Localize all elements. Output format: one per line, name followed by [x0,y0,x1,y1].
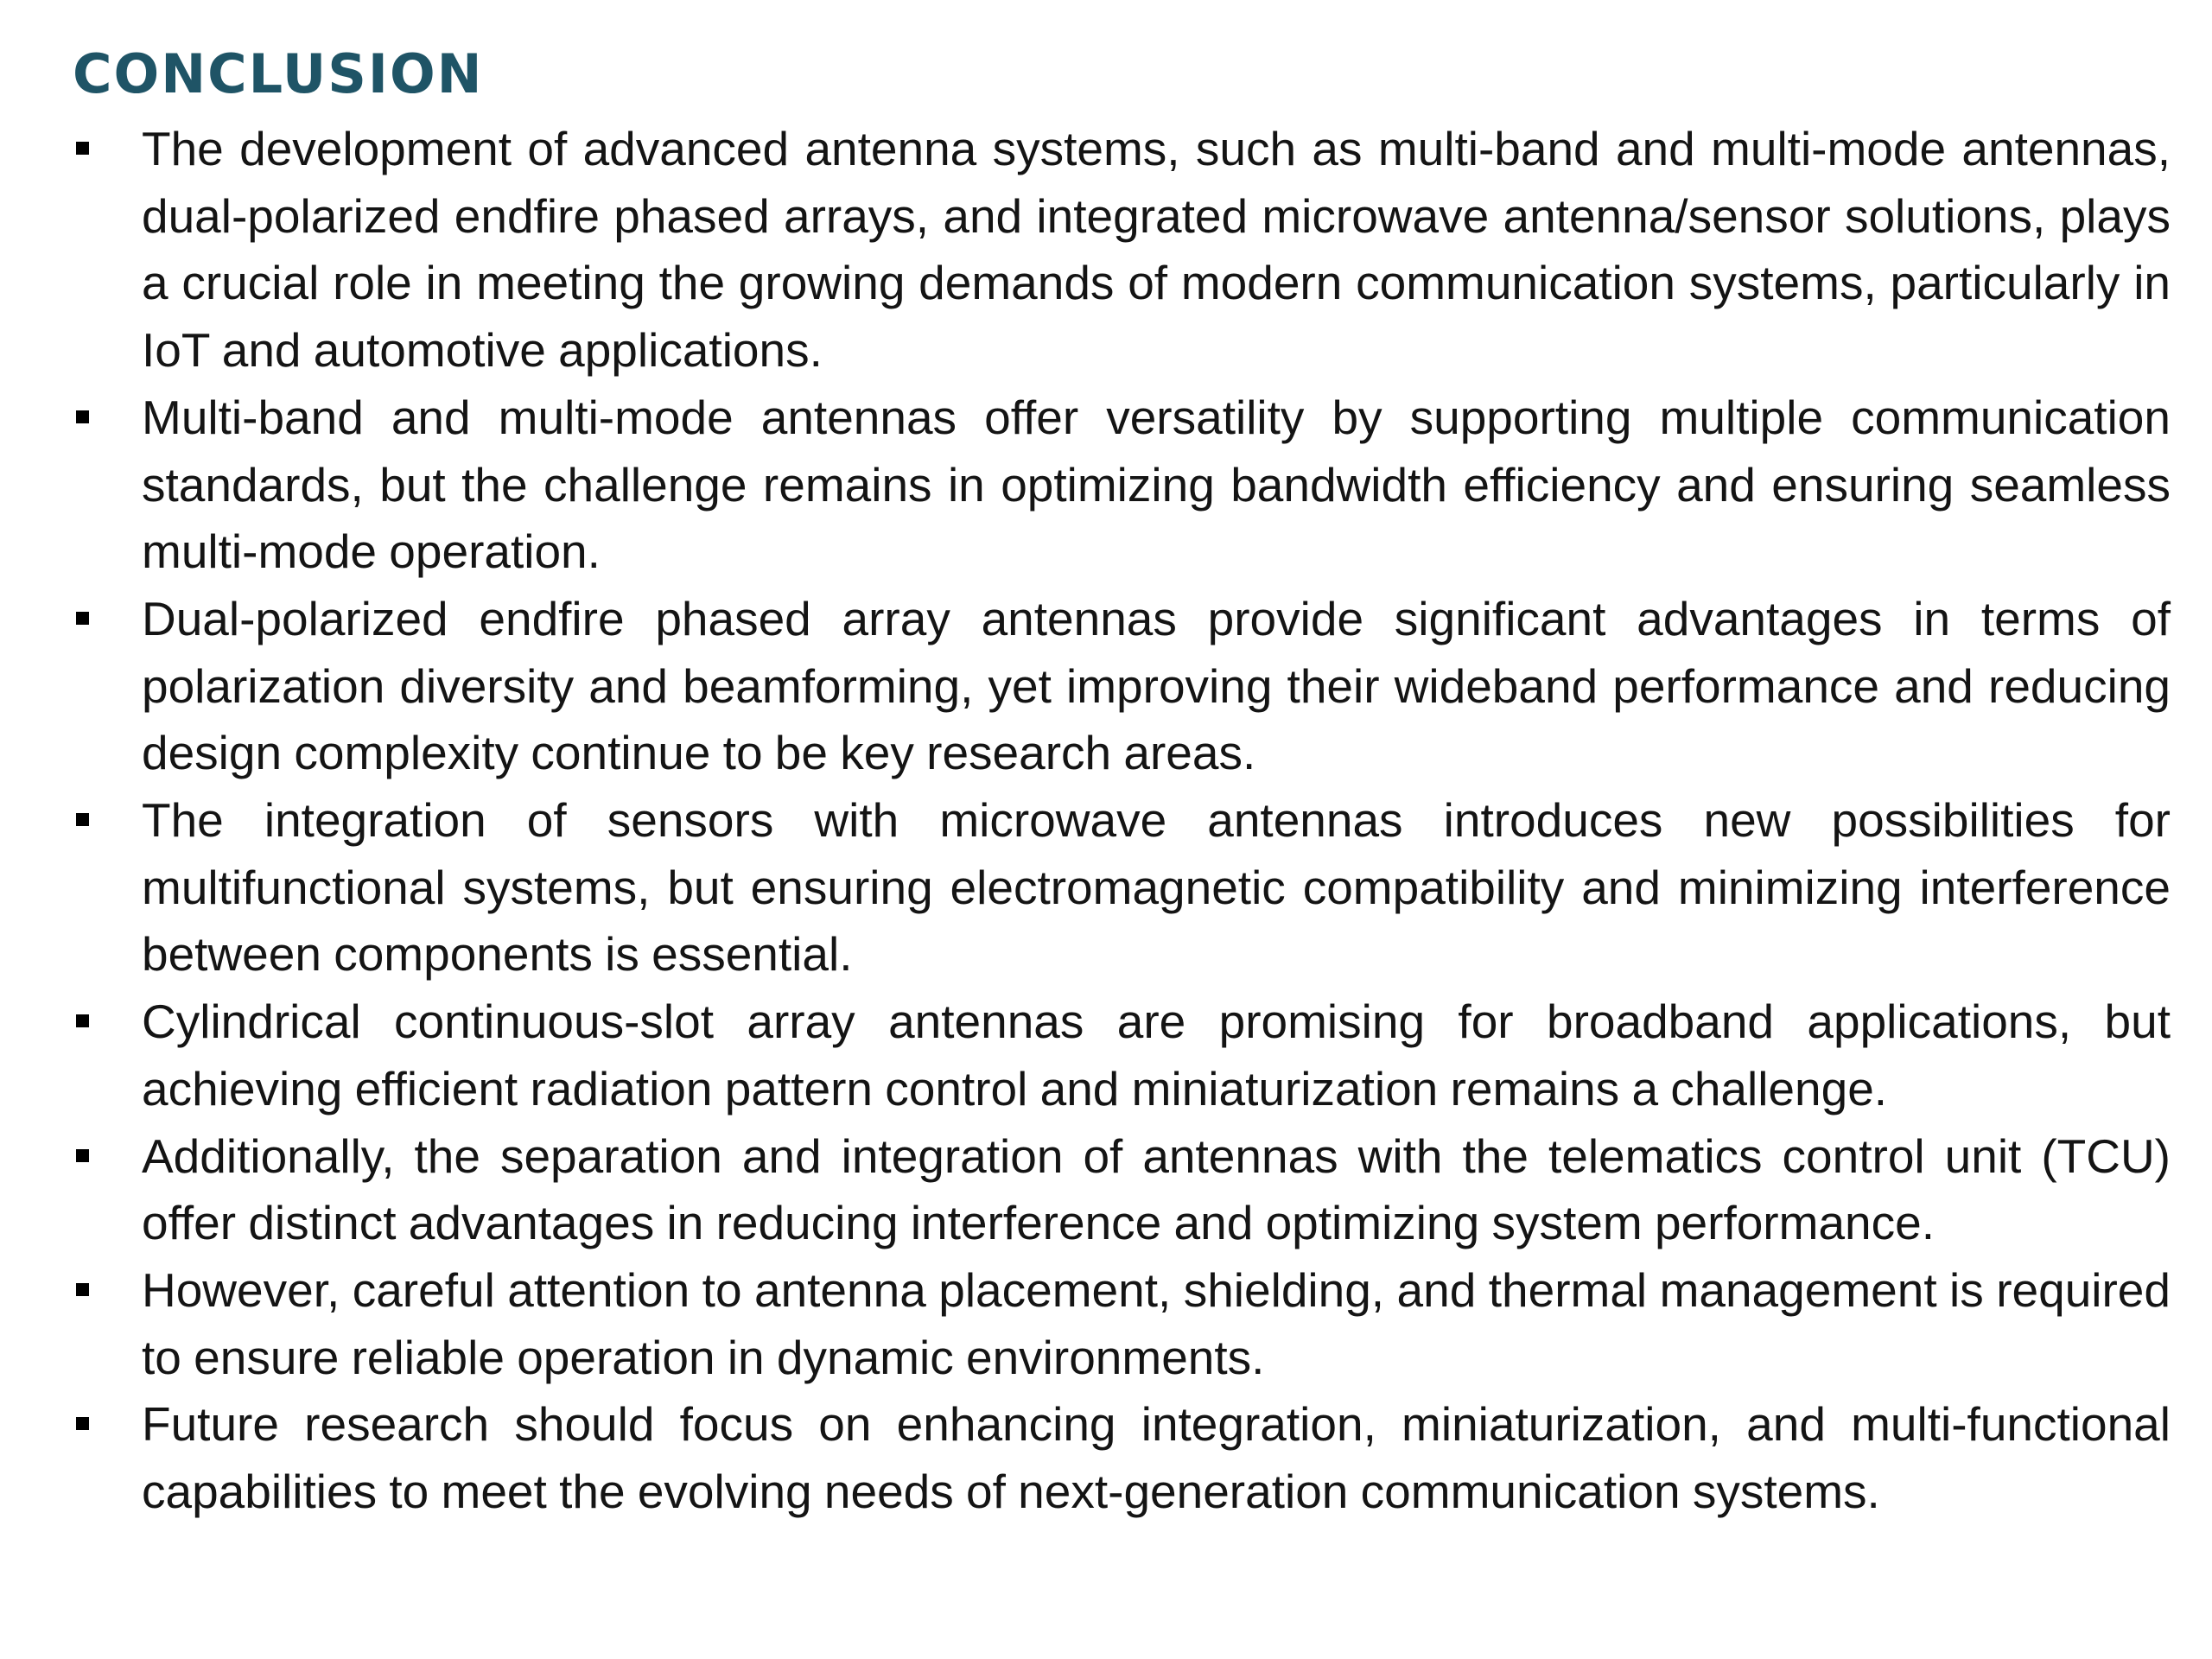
square-bullet-icon [76,1417,89,1430]
list-item [0,1257,2171,1391]
square-bullet-icon [76,612,89,625]
list-item [0,586,2171,787]
list-item [0,116,2171,385]
list-item [0,1391,2171,1525]
square-bullet-icon [76,142,89,155]
square-bullet-icon [76,1283,89,1296]
square-bullet-icon [76,410,89,423]
bullet-text: Multi-band and multi-mode antennas offer versatility by supporting multiple communication standards, but the challenge remains in optimizing bandwidth efficiency and ensuring seamless multi-mode operation. [142,390,2171,579]
square-bullet-icon [76,1014,89,1027]
bullet-text: The integration of sensors with microwave antennas introduces new possibilities for multifunctional systems, but ensuring electromagnetic compatibility and minimizing interference between components is essential. [142,793,2171,982]
list-item [0,787,2171,988]
page-title: CONCLUSION [73,42,484,105]
list-item [0,385,2171,586]
bullet-text: The development of advanced antenna systems, such as multi-band and multi-mode antennas, dual-polarized endfire phased arrays, and integrated microwave antenna/sensor solutions, plays a crucial role in meeting the growing demands of modern communication systems, particularly in IoT and automotive applications. [142,122,2171,378]
list-item [0,1123,2171,1257]
bullet-text: Future research should focus on enhancing integration, miniaturization, and multi-functional capabilities to meet the evolving needs of next-generation communication systems. [142,1397,2171,1519]
bullet-text: Cylindrical continuous-slot array antennas are promising for broadband applications, but achieving efficient radiation pattern control and miniaturization remains a challenge. [142,995,2171,1116]
bullet-text: Additionally, the separation and integration of antennas with the telematics control unit (TCU) offer distinct advantages in reducing interference and optimizing system performance. [142,1128,2171,1250]
square-bullet-icon [76,1149,89,1162]
square-bullet-icon [76,813,89,826]
list-item [0,988,2171,1122]
bullet-text: However, careful attention to antenna placement, shielding, and thermal management is required to ensure reliable operation in dynamic environments. [142,1262,2171,1384]
conclusion-list [0,116,2212,1526]
bullet-text: Dual-polarized endfire phased array antennas provide significant advantages in terms of polarization diversity and beamforming, yet improving their wideband performance and reducing design complexity continue to be key research areas. [142,591,2171,780]
